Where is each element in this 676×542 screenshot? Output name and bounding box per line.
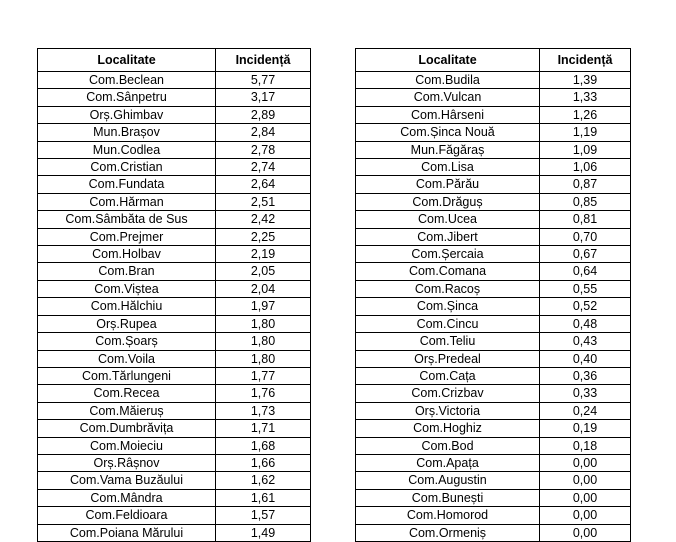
table-row <box>356 333 631 350</box>
locality-cell: Com.Voila <box>38 350 216 367</box>
incidence-cell: 2,19 <box>216 246 311 263</box>
incidence-cell: 2,78 <box>216 141 311 158</box>
incidence-cell: 1,06 <box>540 159 631 176</box>
locality-cell: Com.Hârseni <box>356 106 540 123</box>
incidence-cell: 2,64 <box>216 176 311 193</box>
table-row <box>356 246 631 263</box>
locality-cell: Com.Vulcan <box>356 89 540 106</box>
locality-cell: Com.Cincu <box>356 315 540 332</box>
incidence-cell: 1,33 <box>540 89 631 106</box>
locality-cell: Com.Hoghiz <box>356 420 540 437</box>
locality-cell: Com.Recea <box>38 385 216 402</box>
locality-cell: Mun.Făgăraș <box>356 141 540 158</box>
table-row <box>38 315 311 332</box>
incidence-cell: 0,48 <box>540 315 631 332</box>
incidence-cell: 0,00 <box>540 524 631 541</box>
locality-cell: Com.Bran <box>38 263 216 280</box>
incidence-cell: 0,00 <box>540 507 631 524</box>
table-row <box>38 89 311 106</box>
table-row <box>356 420 631 437</box>
locality-cell: Com.Măieruș <box>38 402 216 419</box>
incidence-cell: 0,24 <box>540 402 631 419</box>
incidence-cell: 1,68 <box>216 437 311 454</box>
locality-cell: Com.Hărman <box>38 193 216 210</box>
incidence-cell: 1,80 <box>216 315 311 332</box>
locality-cell: Com.Șinca Nouă <box>356 124 540 141</box>
locality-cell: Mun.Codlea <box>38 141 216 158</box>
table-row <box>38 454 311 471</box>
locality-cell: Com.Bunești <box>356 489 540 506</box>
locality-cell: Com.Augustin <box>356 472 540 489</box>
table-row <box>356 263 631 280</box>
locality-cell: Com.Teliu <box>356 333 540 350</box>
table-row <box>38 333 311 350</box>
table-row <box>38 280 311 297</box>
table-row <box>356 507 631 524</box>
incidence-cell: 0,67 <box>540 246 631 263</box>
incidence-cell: 2,42 <box>216 211 311 228</box>
locality-cell: Orș.Predeal <box>356 350 540 367</box>
locality-cell: Com.Moieciu <box>38 437 216 454</box>
locality-cell: Com.Racoș <box>356 280 540 297</box>
table-row <box>38 141 311 158</box>
locality-cell: Com.Feldioara <box>38 507 216 524</box>
table-row <box>356 280 631 297</box>
incidence-table-right <box>355 48 631 542</box>
table-row <box>356 72 631 89</box>
locality-cell: Com.Sânpetru <box>38 89 216 106</box>
table-row <box>356 89 631 106</box>
table-row <box>356 298 631 315</box>
locality-cell: Com.Homorod <box>356 507 540 524</box>
table-row <box>356 367 631 384</box>
table-row <box>38 507 311 524</box>
locality-cell: Com.Jibert <box>356 228 540 245</box>
incidence-cell: 2,05 <box>216 263 311 280</box>
incidence-cell: 1,19 <box>540 124 631 141</box>
locality-cell: Com.Viștea <box>38 280 216 297</box>
incidence-cell: 0,18 <box>540 437 631 454</box>
table-row <box>38 176 311 193</box>
locality-cell: Com.Fundata <box>38 176 216 193</box>
incidence-cell: 1,76 <box>216 385 311 402</box>
table-row <box>38 124 311 141</box>
locality-cell: Com.Vama Buzăului <box>38 472 216 489</box>
locality-cell: Com.Hălchiu <box>38 298 216 315</box>
incidence-cell: 2,74 <box>216 159 311 176</box>
table-row <box>38 211 311 228</box>
table-row <box>356 454 631 471</box>
incidence-cell: 0,64 <box>540 263 631 280</box>
locality-cell: Com.Bod <box>356 437 540 454</box>
locality-cell: Orș.Ghimbav <box>38 106 216 123</box>
incidence-cell: 0,43 <box>540 333 631 350</box>
incidence-cell: 1,80 <box>216 350 311 367</box>
incidence-cell: 1,66 <box>216 454 311 471</box>
incidence-cell: 0,85 <box>540 193 631 210</box>
locality-cell: Com.Budila <box>356 72 540 89</box>
table-row <box>356 402 631 419</box>
table-row <box>356 350 631 367</box>
incidence-cell: 1,39 <box>540 72 631 89</box>
incidence-cell: 1,49 <box>216 524 311 541</box>
table-row <box>38 489 311 506</box>
header-row <box>38 49 311 72</box>
locality-cell: Orș.Victoria <box>356 402 540 419</box>
table-row <box>38 246 311 263</box>
table-row <box>38 524 311 541</box>
table-row <box>356 472 631 489</box>
incidence-cell: 2,89 <box>216 106 311 123</box>
incidence-cell: 0,87 <box>540 176 631 193</box>
locality-cell: Com.Poiana Mărului <box>38 524 216 541</box>
locality-cell: Orș.Râșnov <box>38 454 216 471</box>
table-row <box>38 72 311 89</box>
locality-cell: Com.Sâmbăta de Sus <box>38 211 216 228</box>
incidence-cell: 0,00 <box>540 454 631 471</box>
table-row <box>356 315 631 332</box>
incidence-header: Incidență <box>216 49 311 72</box>
table-row <box>38 228 311 245</box>
locality-cell: Com.Holbav <box>38 246 216 263</box>
incidence-cell: 0,36 <box>540 367 631 384</box>
incidence-cell: 0,55 <box>540 280 631 297</box>
incidence-cell: 3,17 <box>216 89 311 106</box>
incidence-cell: 0,19 <box>540 420 631 437</box>
locality-cell: Com.Beclean <box>38 72 216 89</box>
locality-header: Localitate <box>356 49 540 72</box>
incidence-cell: 2,04 <box>216 280 311 297</box>
table-row <box>38 385 311 402</box>
locality-cell: Orș.Rupea <box>38 315 216 332</box>
locality-cell: Com.Drăguș <box>356 193 540 210</box>
locality-cell: Com.Mândra <box>38 489 216 506</box>
incidence-cell: 2,25 <box>216 228 311 245</box>
table-row <box>356 228 631 245</box>
table-row <box>38 193 311 210</box>
incidence-cell: 1,73 <box>216 402 311 419</box>
incidence-cell: 0,33 <box>540 385 631 402</box>
locality-cell: Com.Apața <box>356 454 540 471</box>
table-row <box>356 385 631 402</box>
table-row <box>38 367 311 384</box>
locality-cell: Com.Dumbrăvița <box>38 420 216 437</box>
locality-cell: Com.Șinca <box>356 298 540 315</box>
incidence-cell: 1,97 <box>216 298 311 315</box>
locality-cell: Com.Ormeniș <box>356 524 540 541</box>
incidence-cell: 0,52 <box>540 298 631 315</box>
locality-header: Localitate <box>38 49 216 72</box>
incidence-cell: 1,71 <box>216 420 311 437</box>
table-row <box>356 106 631 123</box>
locality-cell: Com.Părău <box>356 176 540 193</box>
table-row <box>38 106 311 123</box>
table-row <box>356 211 631 228</box>
locality-cell: Com.Tărlungeni <box>38 367 216 384</box>
table-row <box>356 141 631 158</box>
incidence-header: Incidență <box>540 49 631 72</box>
incidence-cell: 1,26 <box>540 106 631 123</box>
locality-cell: Com.Prejmer <box>38 228 216 245</box>
table-row <box>38 263 311 280</box>
table-row <box>38 350 311 367</box>
locality-cell: Com.Șercaia <box>356 246 540 263</box>
table-row <box>356 193 631 210</box>
locality-cell: Com.Lisa <box>356 159 540 176</box>
table-row <box>356 489 631 506</box>
table-row <box>356 176 631 193</box>
locality-cell: Com.Comana <box>356 263 540 280</box>
table-row <box>356 524 631 541</box>
header-row <box>356 49 631 72</box>
table-row <box>356 124 631 141</box>
incidence-cell: 1,61 <box>216 489 311 506</box>
incidence-cell: 2,84 <box>216 124 311 141</box>
locality-cell: Com.Cristian <box>38 159 216 176</box>
table-row <box>38 420 311 437</box>
locality-cell: Mun.Brașov <box>38 124 216 141</box>
locality-cell: Com.Ucea <box>356 211 540 228</box>
incidence-cell: 0,00 <box>540 472 631 489</box>
incidence-table-left <box>37 48 311 542</box>
locality-cell: Com.Crizbav <box>356 385 540 402</box>
table-row <box>38 472 311 489</box>
incidence-cell: 0,40 <box>540 350 631 367</box>
table-row <box>356 437 631 454</box>
incidence-cell: 1,77 <box>216 367 311 384</box>
incidence-cell: 2,51 <box>216 193 311 210</box>
locality-cell: Com.Șoarș <box>38 333 216 350</box>
incidence-cell: 5,77 <box>216 72 311 89</box>
incidence-cell: 1,62 <box>216 472 311 489</box>
table-row <box>38 159 311 176</box>
incidence-cell: 1,80 <box>216 333 311 350</box>
incidence-cell: 1,09 <box>540 141 631 158</box>
table-row <box>38 437 311 454</box>
table-row <box>38 298 311 315</box>
incidence-cell: 0,81 <box>540 211 631 228</box>
locality-cell: Com.Cața <box>356 367 540 384</box>
incidence-cell: 0,70 <box>540 228 631 245</box>
table-row <box>356 159 631 176</box>
table-row <box>38 402 311 419</box>
incidence-cell: 0,00 <box>540 489 631 506</box>
incidence-cell: 1,57 <box>216 507 311 524</box>
